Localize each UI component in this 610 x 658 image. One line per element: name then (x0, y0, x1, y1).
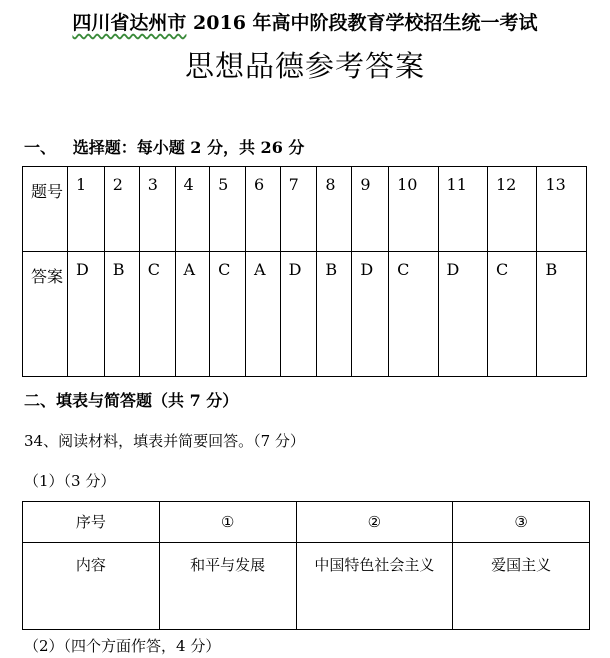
answer-cell: C (210, 252, 246, 377)
question-number: 8 (317, 167, 352, 252)
question-34: 34、阅读材料，填表并简要回答。（7 分） (24, 432, 305, 450)
document-title: 思想品德参考答案 (184, 49, 425, 83)
title-region: 四川省达州市 (72, 12, 187, 34)
row-label-number: 题号 (23, 167, 68, 252)
answer-cell: D (352, 252, 389, 377)
header-cell: ① (159, 502, 296, 543)
answer-cell: A (245, 252, 280, 377)
question-number: 13 (537, 167, 587, 252)
question-number: 3 (139, 167, 175, 252)
question-number: 1 (68, 167, 105, 252)
answer-cell: C (139, 252, 175, 377)
answer-cell: D (280, 252, 317, 377)
fill-in-header-row (23, 502, 590, 543)
header-cell: 序号 (23, 502, 160, 543)
answer-cell: D (68, 252, 105, 377)
question-number: 6 (245, 167, 280, 252)
choice-answer-table (22, 166, 587, 377)
answer-cell: A (175, 252, 210, 377)
section-1-heading: 一、 选择题：每小题 2 分，共 26 分 (24, 138, 305, 157)
header-cell: ② (296, 502, 453, 543)
answer-row (23, 252, 587, 377)
question-number: 7 (280, 167, 317, 252)
header-cell: ③ (453, 502, 590, 543)
content-cell: 和平与发展 (159, 543, 296, 630)
question-number: 9 (352, 167, 389, 252)
question-number: 4 (175, 167, 210, 252)
fill-in-table (22, 501, 590, 630)
question-number: 2 (104, 167, 139, 252)
content-cell: 爱国主义 (453, 543, 590, 630)
fill-in-content-row (23, 543, 590, 630)
answer-cell: D (438, 252, 487, 377)
part-2-label: （2）（四个方面作答，4 分） (24, 637, 221, 655)
answer-cell: C (389, 252, 438, 377)
part-1-label: （1）（3 分） (24, 472, 116, 490)
question-number: 10 (389, 167, 438, 252)
question-number: 11 (438, 167, 487, 252)
content-cell: 中国特色社会主义 (296, 543, 453, 630)
section-2-heading: 二、填表与简答题（共 7 分） (24, 391, 239, 410)
question-number: 12 (487, 167, 536, 252)
question-number: 5 (210, 167, 246, 252)
answer-cell: C (487, 252, 536, 377)
answer-cell: B (537, 252, 587, 377)
answer-cell: B (104, 252, 139, 377)
question-number-row (23, 167, 587, 252)
title-line-1 (0, 8, 610, 35)
row-label-answer: 答案 (23, 252, 68, 377)
title-exam-name: 2016 年高中阶段教育学校招生统一考试 (186, 12, 538, 34)
answer-cell: B (317, 252, 352, 377)
content-cell: 内容 (23, 543, 160, 630)
